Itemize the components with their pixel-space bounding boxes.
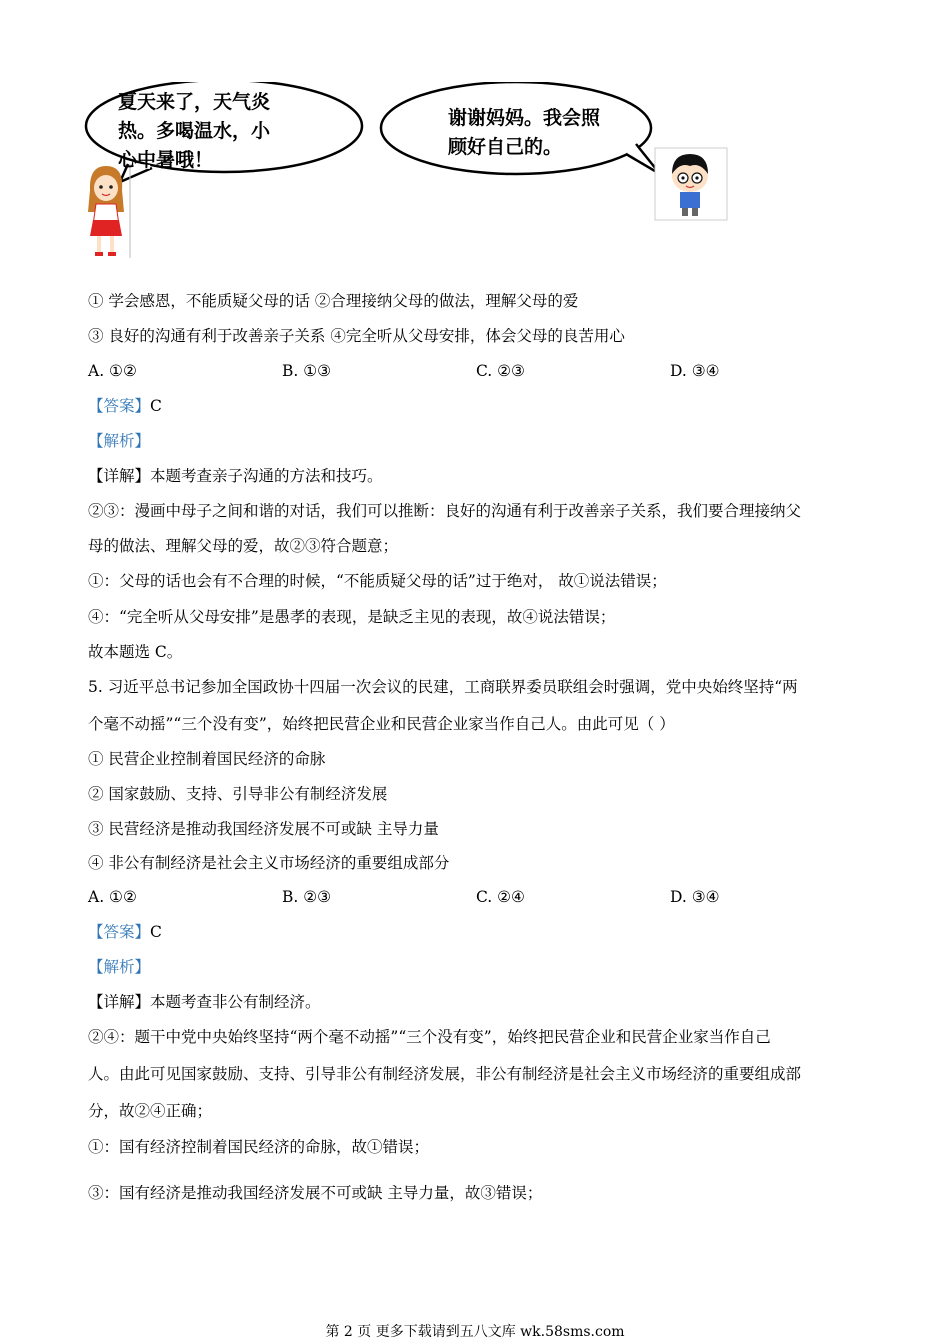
q5-detail-1: 【详解】本题考查非公有制经济。	[88, 993, 321, 1011]
child-bubble-text: 谢谢妈妈。我会照 顾好自己的。	[448, 107, 601, 158]
q5-statement-4: ④ 非公有制经济是社会主义市场经济的重要组成部分	[88, 854, 450, 872]
q5-stem-1: 5. 习近平总书记参加全国政协十四届一次会议的民建，工商联界委员联组会时强调，党中央始终坚持“两	[88, 678, 798, 696]
q4-detail-3: 母的做法、理解父母的爱，故②③符合题意；	[88, 537, 399, 555]
q5-analysis-tag: 【解析】	[88, 958, 151, 976]
q5-detail-3: 人。由此可见国家鼓励、支持、引导非公有制经济发展，非公有制经济是社会主义市场经济的重要组成部	[88, 1065, 802, 1083]
q5-detail-4: 分，故②④正确；	[88, 1102, 213, 1120]
q5-detail-2: ②④：题干中党中央始终坚持“两个毫不动摇”“三个没有变”，始终把民营企业和民营企业家当作自己	[88, 1028, 771, 1046]
q4-option-b: B. ①③	[282, 362, 332, 380]
q4-detail-6: 故本题选 C。	[88, 643, 183, 661]
q4-statement-1: ① 学会感恩，不能质疑父母的话 ②合理接纳父母的做法，理解父母的爱	[88, 292, 579, 310]
q4-option-a: A. ①②	[88, 362, 137, 380]
q5-answer	[88, 921, 162, 943]
mother-bubble-text: 夏天来了，天气炎 热。多喝温水，小 心中暑哦！	[118, 91, 271, 171]
q5-detail-6: ③：国有经济是推动我国经济发展不可或缺 主导力量，故③错误；	[88, 1184, 543, 1202]
q5-statement-3: ③ 民营经济是推动我国经济发展不可或缺 主导力量	[88, 820, 439, 838]
child-figure	[655, 148, 727, 220]
q4-option-d: D. ③④	[670, 362, 720, 380]
q5-detail-5: ①：国有经济控制着国民经济的命脉，故①错误；	[88, 1138, 430, 1156]
q4-detail-1: 【详解】本题考查亲子沟通的方法和技巧。	[88, 467, 383, 485]
answer-value: C	[150, 397, 162, 415]
page-footer: 第 2 页 更多下载请到五八文库 wk.58sms.com	[325, 1324, 625, 1340]
q4-answer	[88, 395, 162, 417]
answer-tag: 【答案】	[88, 397, 151, 415]
q5-statement-1: ① 民营企业控制着国民经济的命脉	[88, 750, 326, 768]
q4-analysis-tag: 【解析】	[88, 432, 151, 450]
q5-option-b: B. ②③	[282, 888, 332, 906]
q5-option-d: D. ③④	[670, 888, 720, 906]
answer-tag: 【答案】	[88, 923, 151, 941]
q5-option-c: C. ②④	[476, 888, 525, 906]
q4-option-c: C. ②③	[476, 362, 525, 380]
q5-stem-2: 个毫不动摇”“三个没有变”，始终把民营企业和民营企业家当作自己人。由此可见（ ）	[88, 715, 675, 733]
comic-illustration	[80, 82, 740, 262]
q5-option-a: A. ①②	[88, 888, 137, 906]
q4-detail-2: ②③：漫画中母子之间和谐的对话，我们可以推断：良好的沟通有利于改善亲子关系，我们要合理接纳父	[88, 502, 802, 520]
q4-detail-5: ④：“完全听从父母安排”是愚孝的表现，是缺乏主见的表现，故④说法错误；	[88, 608, 616, 626]
answer-value: C	[150, 923, 162, 941]
q4-statement-2: ③ 良好的沟通有利于改善亲子关系 ④完全听从父母安排，体会父母的良苦用心	[88, 327, 625, 345]
q5-statement-2: ② 国家鼓励、支持、引导非公有制经济发展	[88, 785, 388, 803]
q4-detail-4: ①：父母的话也会有不合理的时候，“不能质疑父母的话”过于绝对， 故①说法错误；	[88, 572, 667, 590]
